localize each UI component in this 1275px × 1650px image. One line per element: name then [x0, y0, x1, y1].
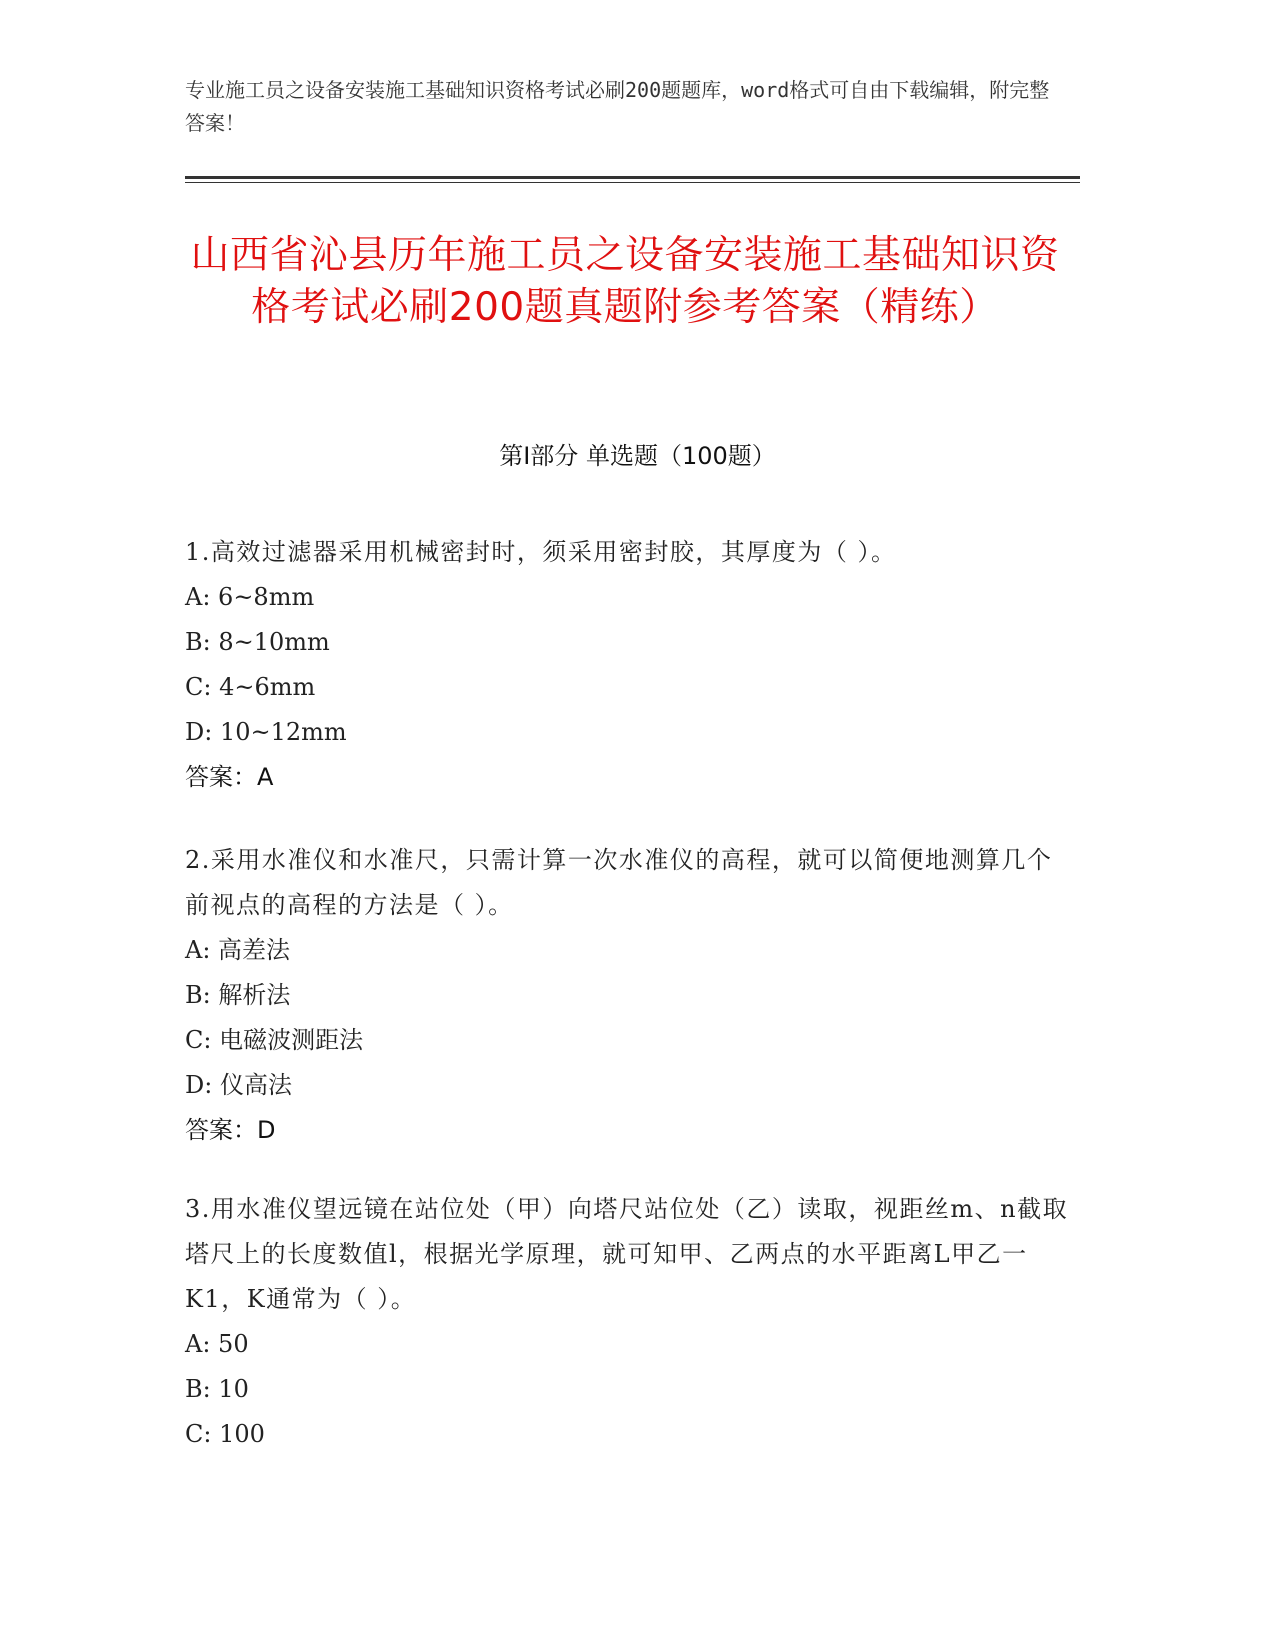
header-note: 专业施工员之设备安装施工基础知识资格考试必刷200题题库，word格式可自由下载编辑，附完整答案！ [185, 78, 1050, 135]
option-a: A: 高差法 [185, 936, 291, 964]
option-a: A: 6~8mm [185, 583, 315, 611]
option-c: C: 4~6mm [185, 673, 316, 701]
question-3 [185, 1187, 1075, 1457]
option-c: C: 电磁波测距法 [185, 1026, 364, 1054]
option-b: B: 解析法 [185, 981, 291, 1009]
question-stem: 3.用水准仪望远镜在站位处（甲）向塔尺站位处（乙）读取，视距丝m、n截取塔尺上的长度数值l，根据光学原理，就可知甲、乙两点的水平距离L甲乙一K1，K通常为（ ）。 [185, 1195, 1069, 1313]
section-heading: 第I部分 单选题（100题） [499, 442, 776, 470]
option-c: C: 100 [185, 1420, 265, 1448]
question-stem: 2.采用水准仪和水准尺，只需计算一次水准仪的高程，就可以简便地测算几个前视点的高程的方法是（ ）。 [185, 846, 1053, 919]
question-stem: 1.高效过滤器采用机械密封时，须采用密封胶，其厚度为（ ）。 [185, 538, 897, 566]
document-title: 山西省沁县历年施工员之设备安装施工基础知识资格考试必刷200题真题附参考答案（精练） [190, 233, 1060, 330]
question-2 [185, 838, 1075, 1153]
option-a: A: 50 [185, 1330, 249, 1358]
option-d: D: 10~12mm [185, 718, 347, 746]
answer: 答案：D [185, 1116, 276, 1144]
option-b: B: 10 [185, 1375, 249, 1403]
header-divider-thick [185, 176, 1080, 179]
option-d: D: 仪高法 [185, 1071, 292, 1099]
answer: 答案：A [185, 763, 274, 791]
option-b: B: 8~10mm [185, 628, 330, 656]
header-divider-thin [185, 182, 1080, 183]
question-1 [185, 530, 1075, 800]
